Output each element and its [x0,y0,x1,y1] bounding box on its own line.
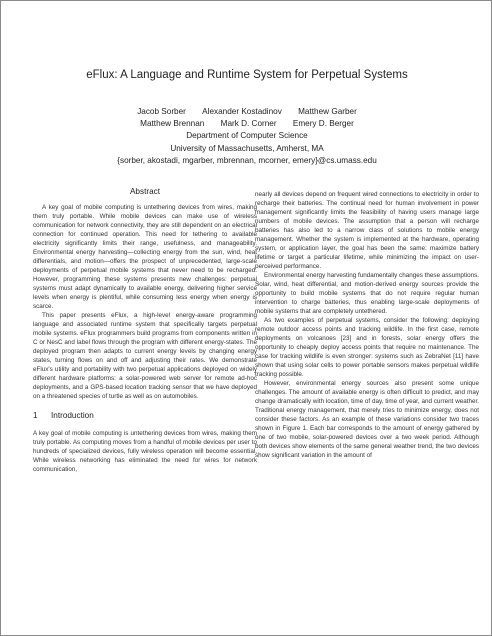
section-number: 1 [33,411,38,420]
introduction-paragraph: A key goal of mobile computing is untethering devices from wires, making them truly portable. As computing moves from a handful of mobile devices per user to hundreds of specialized devices, fully wireless operation will become essential. While wireless networking has eliminated the need for wires for network communication, [33,430,257,473]
body-paragraph: nearly all devices depend on frequent wired connections to electricity in order to recharge their batteries. The continual need for human involvement in power management significantly limits the feasibility of having users manage large numbers of mobile devices. The assumption that a person will recharge batteries has also led to a narrow class of solutions to mobile energy management. Whether the system is implemented at the hardware, operating system, or application layer, the goal has been the same: maximize battery lifetime or target a particular lifetime, while minimizing the impact on user-perceived performance. [255,191,479,270]
author-row-2 [1,118,492,130]
university: University of Massachusetts, Amherst, MA [170,143,324,153]
department: Department of Computer Science [186,131,308,141]
author-name: Emery D. Berger [292,119,354,129]
author-name: Matthew Brennan [140,119,205,129]
paper-title: eFlux: A Language and Runtime System for Perpetual Systems [86,69,408,81]
body-paragraph: As two examples of perpetual systems, consider the following: deploying remote outdoor access points and tracking wildlife. In the first case, remote deployments on volcanoes [23] and in forests, solar energy offers the opportunity to cheaply deploy access points that require no maintenance. The case for tracking wildlife is even stronger: systems such as ZebraNet [11] have shown that using solar cells to power portable sensors makes perpetual wildlife tracking possible. [255,317,479,378]
author-name: Jacob Sorber [137,107,186,116]
author-row-1 [1,106,492,118]
author-name: Mark D. Corner [220,119,277,129]
author-emails: {sorber, akostadi, mgarber, mbrennan, mcorner, emery}@cs.umass.edu [117,155,377,165]
body-paragraph: Environmental energy harvesting fundamentally changes these assumptions. Solar, wind, heat differential, and motion-derived energy sources provide the opportunity to build mobile systems that do not require regular human intervention to charge batteries, thus enabling large-scale deployments of mobile systems that are completely untethered. [255,272,479,315]
author-name: Matthew Garber [298,107,357,116]
right-column [255,190,479,460]
section-title: Introduction [51,411,94,420]
body-paragraph: However, environmental energy sources also present some unique challenges. The amount of available energy is often difficult to predict, and may change dramatically with location, time of day, time of year, and current weather. Traditional energy management, that merely tries to minimize energy, does not consider these factors. As an example of these variations consider two traces shown in Figure 1. Each bar corresponds to the amount of energy gathered by one of two mobile, solar-powered devices over a two week period. Although both devices show elements of the same general weather trend, the two devices show significant variation in the amount of [255,380,479,459]
author-name: Alexander Kostadinov [202,107,282,116]
introduction-heading [33,411,257,420]
abstract-paragraph: This paper presents eFlux, a high-level energy-aware programming language and associated runtime system that specifically targets perpetual mobile systems. eFlux programmers build programs from components written in C or NesC and label flows through the program with different energy-states. The deployed program then adapts to current energy levels by changing energy states, turning flows on and off and adjusting their rates. We demonstrate eFlux's utility and portability with two perpetual applications deployed on widely different hardware platforms: a solar-powered web server for remote ad-hoc deployments, and a GPS-based location tracking sensor that we have deployed on a threatened species of turtle as well as on automobiles. [33,312,257,400]
author-block [1,106,492,167]
abstract-heading: Abstract [129,187,161,196]
left-column [33,187,257,474]
abstract-paragraph: A key goal of mobile computing is untethering devices from wires, making them truly portable. While mobile devices can make use of wireless communication for network connectivity, they are still dependent on an electrical connection for continued operation. This need for tethering to available electricity significantly limits their range, usefulness, and manageability. Environmental energy harvesting—collecting energy from the sun, wind, heat differentials, and motion—offers the prospect of unprecedented, large-scale deployments of perpetual mobile systems that never need to be recharged. However, programming these systems presents new challenges: perpetual systems must adapt dynamically to available energy, delivering higher service levels when energy is plentiful, while consuming less energy when energy is scarce. [33,204,257,310]
